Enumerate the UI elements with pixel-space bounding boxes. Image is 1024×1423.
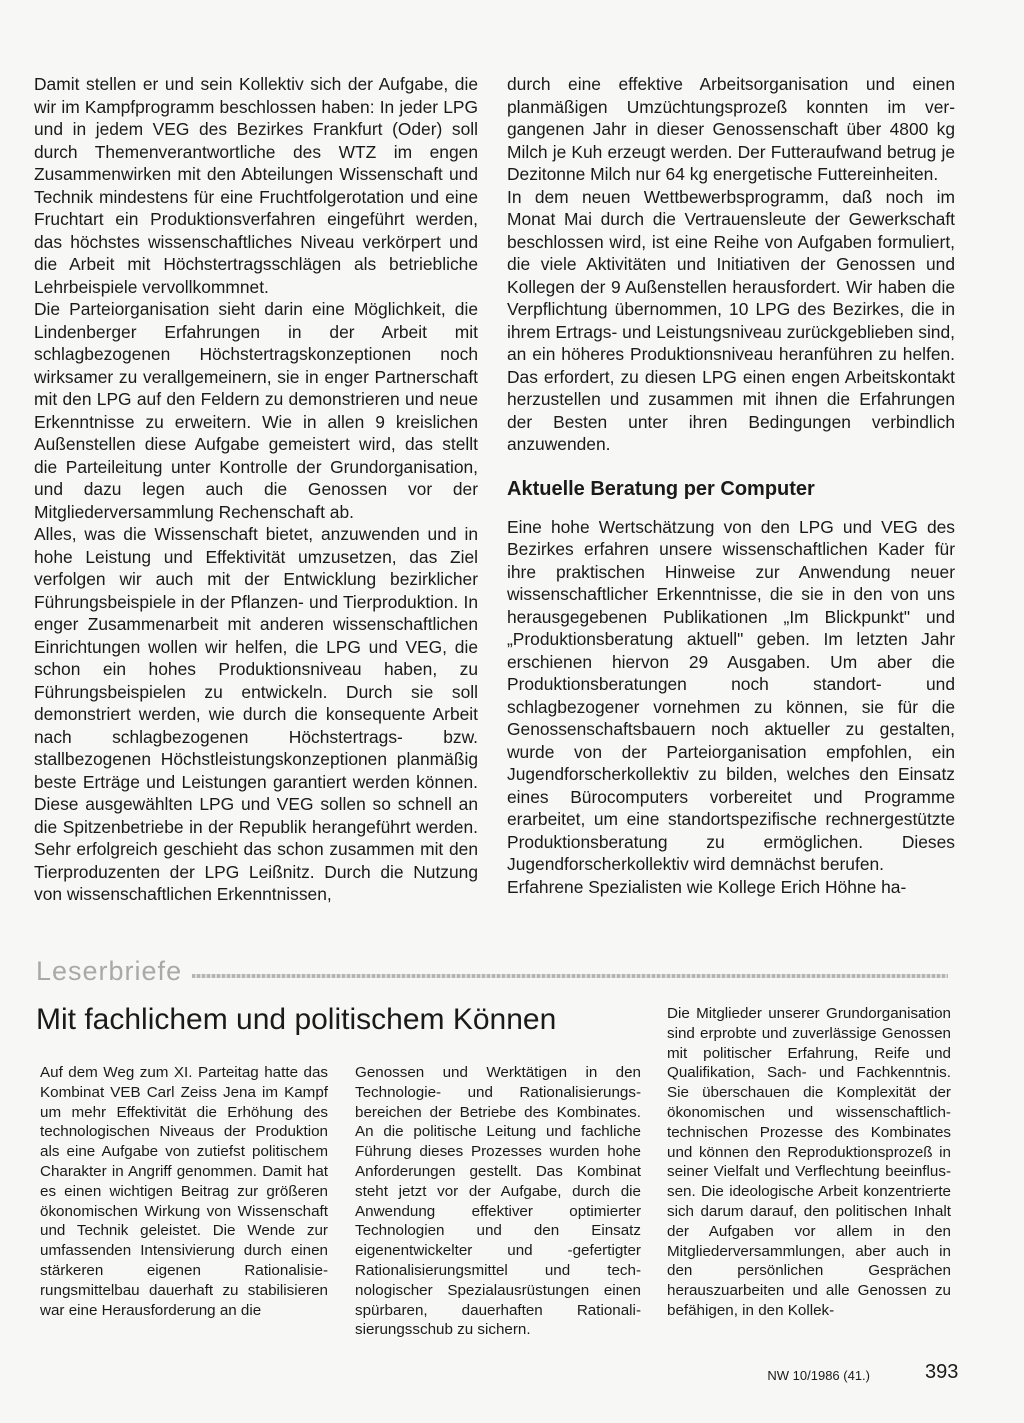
article-column-right [507,73,955,898]
page-number: 393 [925,1361,959,1383]
section-label: Leserbriefe [36,955,183,986]
section-rule [192,974,948,978]
letter-paragraph: Die Mitglieder unserer Grundorganisation sind erprobte und zuverlässige Genossen mit politischer Erfahrung, Reife und Qualifikation, Sach- und Fachkenntnis. Sie überschauen die Komplexität der ökonomischen und wissenschaftlich-technischen Prozesse des Kombinates und können den Reproduktionsprozeß in seiner Vielfalt und Verflechtung beeinflussen. Die ideologische Arbeit konzentrierte sich darum darauf, den politischen Inhalt der Aufgaben vor allem in den Mitgliederversammlungen, aber auch in den persönlichen Gesprächen herauszuarbeiten und alle Genossen zu befähigen, in den Kollek- [667,1005,951,1319]
article-paragraph: Erfahrene Spezialisten wie Kollege Erich Höhne ha- [507,876,907,897]
letter-column-3 [667,1004,951,1321]
letter-paragraph: Genossen und Werktätigen in den Technologie- und Rationalisierungsbereichen der Betriebe des Kombinates. An die politische Leitung und fachliche Führung dieses Prozesses wurden hohe Anforderungen gestellt. Das Kombinat steht jetzt vor der Aufgabe, durch die Anwendung effektiver optimierter Technologien und den Einsatz eigenentwickelter und -gefertigter Rationalisierungsmittel und technologischer Spezialausrüstungen einen spürbaren, dauerhaften Rationalisierungsschub zu sichern. [355,1064,641,1339]
letter-headline: Mit fachlichem und politischem Können [36,1003,557,1036]
article-paragraph: Damit stellen er und sein Kollektiv sich der Aufgabe, die wir im Kampfprogramm beschlossen haben: In jeder LPG und in jedem VEG des Bezirkes Frankfurt (Oder) soll durch Themenverantwortliche des WTZ im engen Zusammenwirken mit den Abteilungen Wissenschaft und Technik mindestens für eine Fruchtfolgerotation und eine Fruchtart ein Produktionsverfahren eingeführt werden, das höchstes wissenschaftliches Niveau verkörpert und die Arbeit mit Höchstertragsschlägen als betriebliche Lehrbeispiele vervollkommnet. [34,74,478,297]
article-subheading: Aktuelle Beratung per Computer [507,477,815,500]
article-column-left [34,73,478,906]
article-paragraph: Die Parteiorganisation sieht darin eine Möglichkeit, die Lindenberger Erfahrungen in der Arbeit mit schlagbezogenen Höchstertragskonzeptionen noch wirksamer zu verallgemeinern, sie in enger Partnerschaft mit den LPG auf den Feldern zu demonstrieren und neue Erkenntnisse zu erweitern. Wie in allen 9 kreislichen Außenstellen diese Aufgabe gemeistert wird, das stellt die Parteileitung unter Kontrolle der Grundorganisation, und dazu legen auch die Genossen vor der Mitgliederversammlung Rechenschaft ab. [34,299,478,522]
letter-paragraph: Auf dem Weg zum XI. Parteitag hatte das Kombinat VEB Carl Zeiss Jena im Kampf um mehr Effektivität die Erhöhung des technologischen Niveaus der Produktion als eine Aufgabe von zutiefst politischem Charakter in Angriff genommen. Damit hat es einen wichtigen Beitrag zur größeren ökonomischen Wirkung von Wissenschaft und Technik geleistet. Die Wende zur umfassenden Intensivierung durch einen stärkeren eigenen Rationalisierungsmittelbau dauerhaft zu stabilisieren war eine Herausforderung an die [40,1064,328,1319]
letter-column-1 [40,1063,328,1320]
section-header [36,955,948,987]
issue-reference: NW 10/1986 (41.) [767,1368,870,1383]
article-paragraph: In dem neuen Wettbewerbsprogramm, daß noch im Monat Mai durch die Vertrauensleute der Gewerkschaft beschlossen wird, ist eine Reihe von Aufgaben formuliert, die viele Aktivitäten und Initiativen der Genossen und Kollegen der 9 Außenstellen herausfordert. Wir haben die Verpflichtung übernommen, 10 LPG des Bezirkes, die in ihrem Ertrags- und Leistungsniveau zurückgeblieben sind, an ein höheres Produktionsniveau heranführen zu helfen. Das erfordert, zu diesen LPG einen engen Arbeitskontakt herzustellen und zusammen mit ihnen die Erfahrungen der Besten unter ihren Bedingungen verbindlich anzuwenden. [507,186,955,454]
article-paragraph: durch eine effektive Arbeitsorganisation und einen planmäßigen Umzüchtungsprozeß konnten im vergangenen Jahr in dieser Genossenschaft über 4800 kg Milch je Kuh erzeugt werden. Der Futteraufwand betrug je Dezitonne Milch nur 64 kg energetische Futtereinheiten. [507,74,955,184]
article-paragraph: Eine hohe Wertschätzung von den LPG und VEG des Bezirkes erfahren unsere wissenschaftlichen Kader für ihre praktischen Hinweise zur Anwendung neuer wissenschaftlicher Erkenntnisse, die sie in den von uns herausgegebenen Publikationen „Im Blickpunkt" und „Produktionsberatung aktuell" geben. Im letzten Jahr erschienen hiervon 29 Ausgaben. Um aber die Produktionsberatungen noch standort- und schlagbezogener vornehmen zu können, sie für die Genossenschaftsbauern noch aktueller zu gestalten, wurde von der Parteiorganisation empfohlen, ein Jugendforscherkollektiv zu bilden, welches den Einsatz eines Bürocomputers vorbereitet und Programme erarbeitet, um eine standortspezifische rechnergestützte Produktionsberatung zu ermöglichen. Dieses Jugendforscherkollektiv wird demnächst berufen. [507,516,955,874]
letter-column-2 [355,1063,641,1340]
article-paragraph: Alles, was die Wissenschaft bietet, anzuwenden und in hohe Leistung und Effektivität umzusetzen, das Ziel verfolgen wir auch mit der Entwicklung bezirklicher Führungsbeispiele in der Pflanzen- und Tierproduktion. In enger Zusammenarbeit mit anderen wissenschaftlichen Einrichtungen wollen wir helfen, die LPG und VEG, die schon ein hohes Produktionsniveau haben, zu Führungsbeispielen zu entwickeln. Durch sie soll demonstriert werden, wie durch die konsequente Arbeit nach schlagbezogenen Höchstertrags- bzw. stallbezogenen Höchstleistungskonzeptionen planmäßig beste Erträge und Leistungen garantiert werden können. Diese ausgewählten LPG und VEG sollen so schnell an die Spitzenbetriebe in der Republik herangeführt werden. Sehr erfolgreich geschieht das schon zusammen mit den Tierproduzenten der LPG Leißnitz. Durch die Nutzung von wissenschaftlichen Erkenntnissen, [34,524,478,904]
